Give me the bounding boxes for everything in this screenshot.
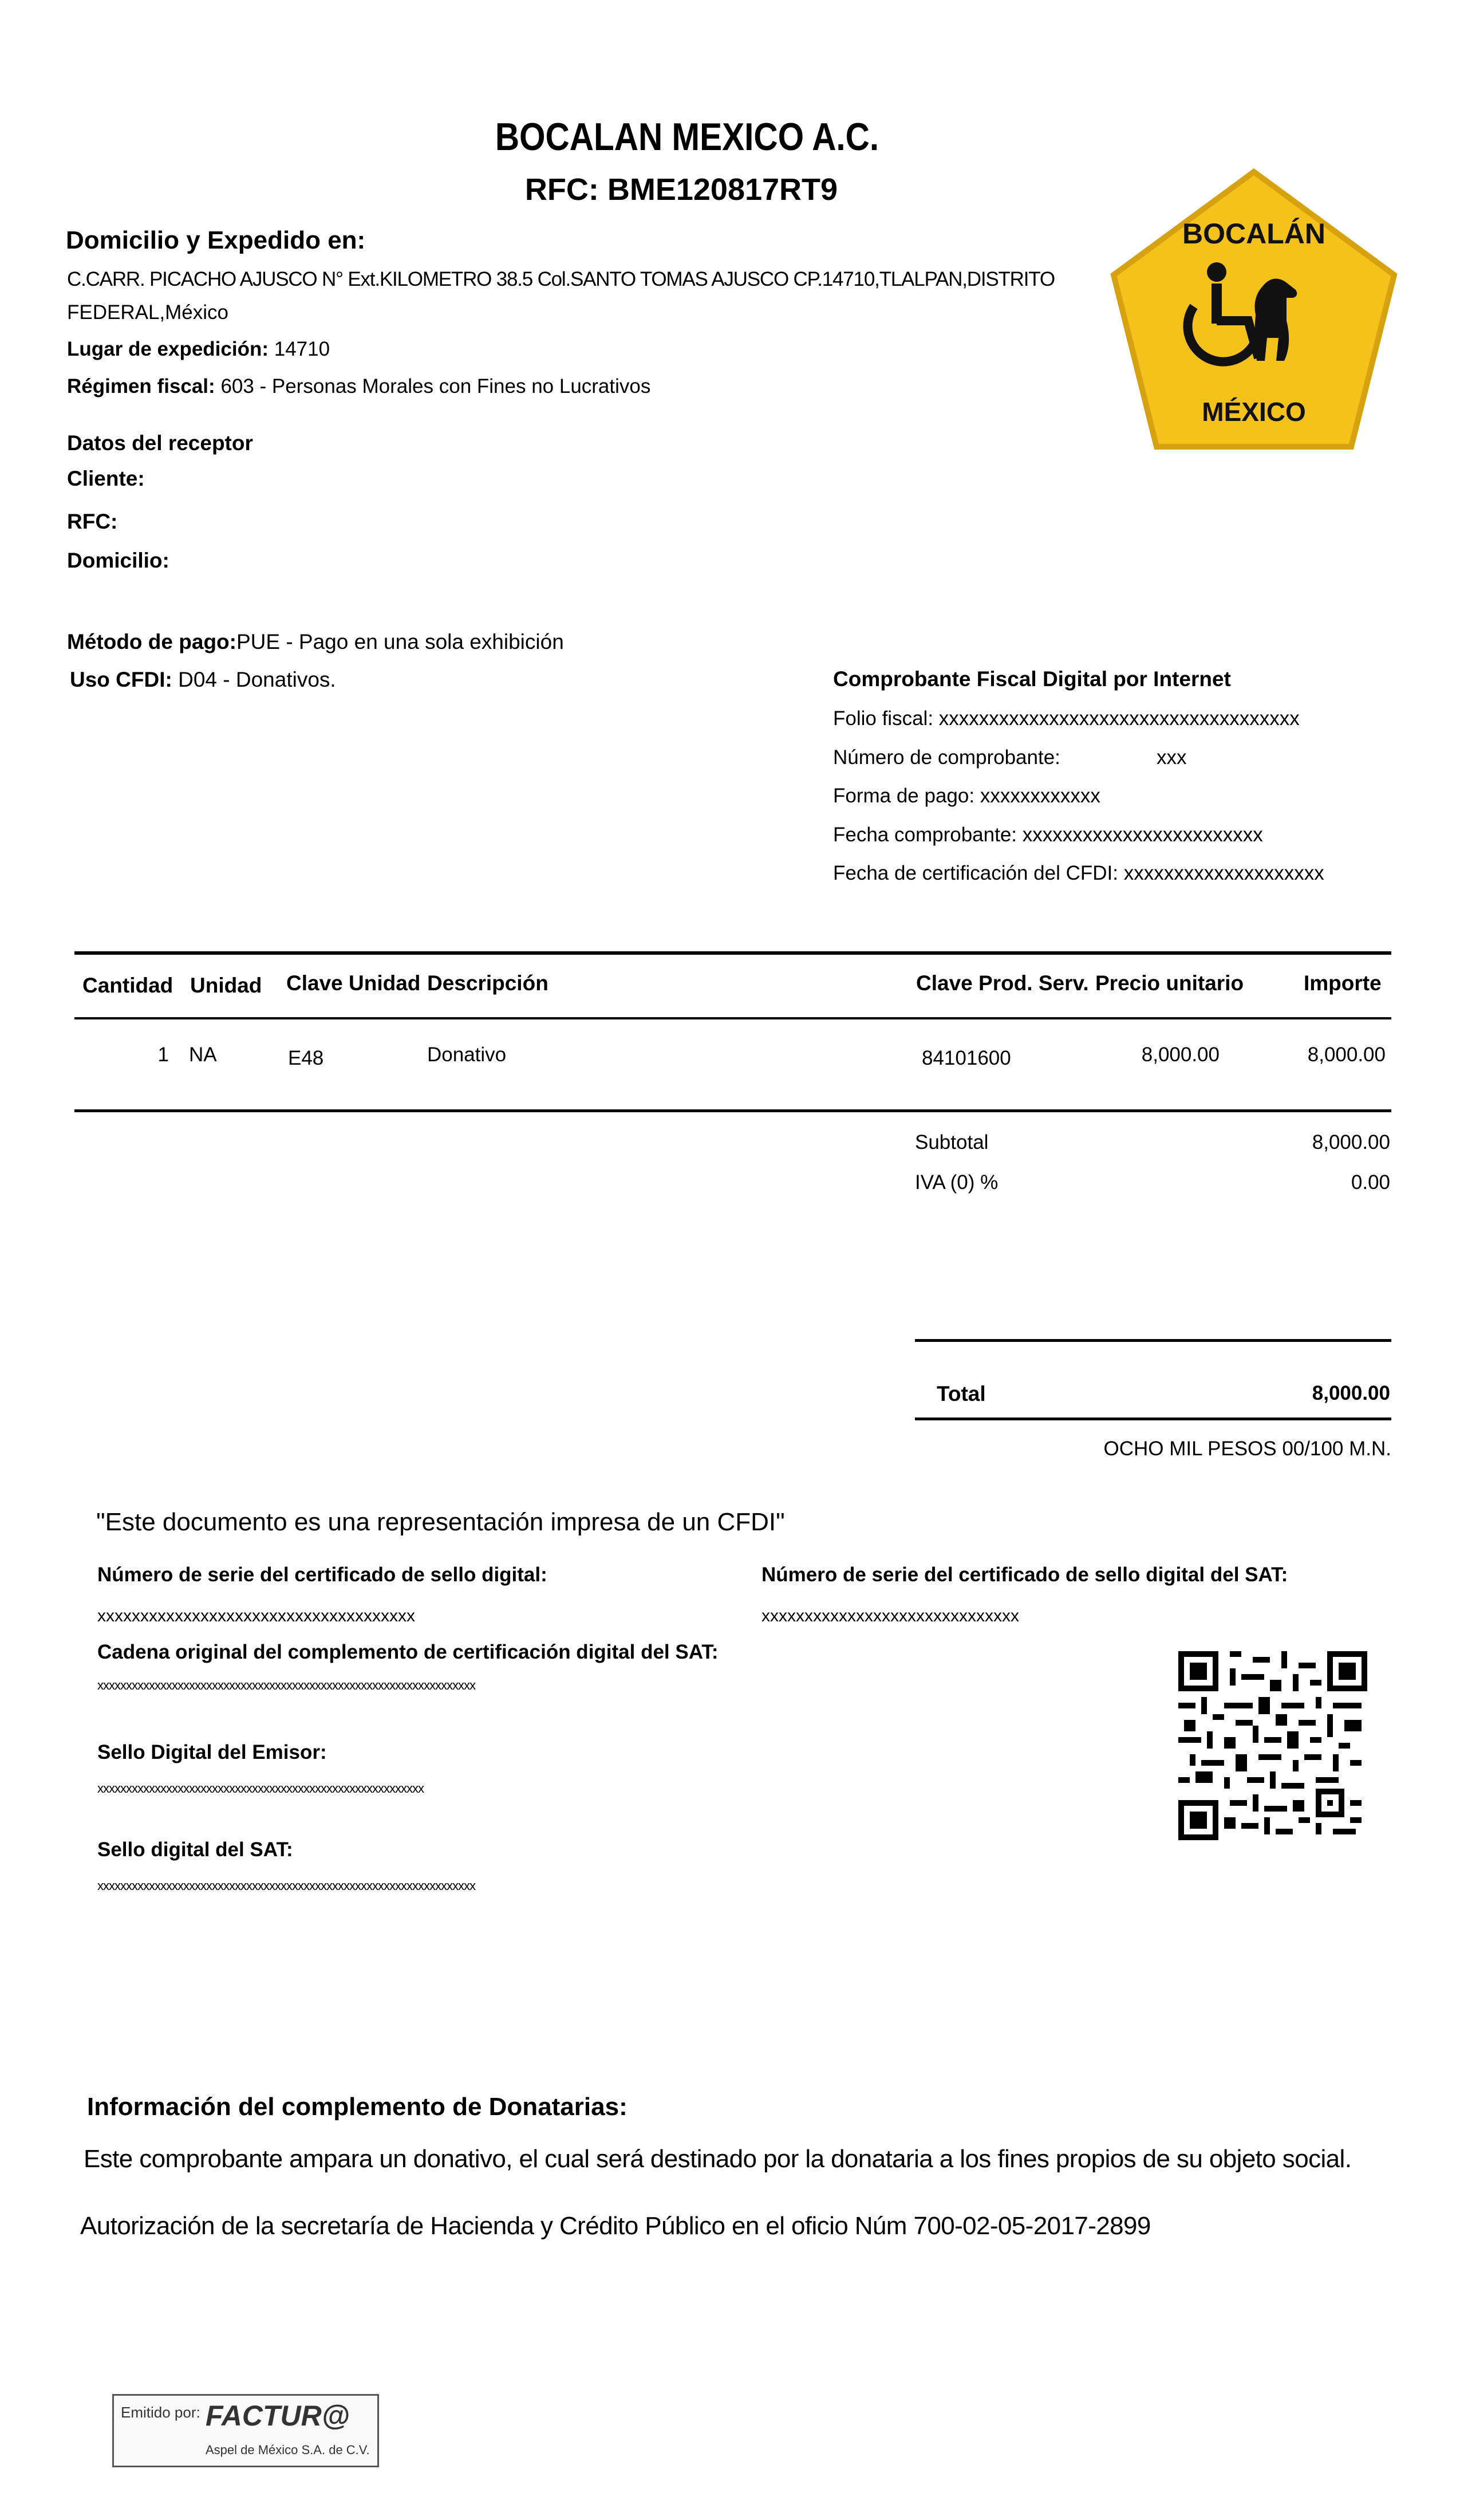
- table-header-rule: [74, 1017, 1391, 1019]
- uso-cfdi: [70, 668, 336, 692]
- fecha-label: Fecha comprobante:: [833, 824, 1017, 846]
- folio-value: xxxxxxxxxxxxxxxxxxxxxxxxxxxxxxxxxxxx: [938, 707, 1300, 730]
- cell-precio: 8,000.00: [1141, 1044, 1220, 1066]
- col-precio: Precio unitario: [1095, 971, 1244, 995]
- cfdi-heading: Comprobante Fiscal Digital por Internet: [833, 667, 1231, 691]
- folio-fiscal: [833, 707, 1300, 730]
- company-name: BOCALAN MEXICO A.C.: [495, 115, 879, 159]
- fecha-certificacion: [833, 862, 1324, 885]
- cell-descripcion: Donativo: [427, 1044, 507, 1066]
- col-cantidad: Cantidad: [82, 974, 173, 997]
- table-bottom-rule: [74, 1109, 1391, 1112]
- total-in-words: OCHO MIL PESOS 00/100 M.N.: [1103, 1438, 1391, 1460]
- emitido-label: Emitido por:: [121, 2404, 200, 2421]
- uso-label: Uso CFDI:: [70, 668, 172, 691]
- table-top-rule: [74, 951, 1391, 955]
- subtotal-value: 8,000.00: [1312, 1131, 1390, 1153]
- bocalan-logo: [1105, 166, 1403, 458]
- serie-sat-label: Número de serie del certificado de sello digital del SAT:: [761, 1564, 1288, 1586]
- total-value: 8,000.00: [1312, 1382, 1390, 1404]
- forma-value: xxxxxxxxxxxx: [980, 785, 1100, 807]
- total-label: Total: [937, 1382, 986, 1405]
- regimen-label: Régimen fiscal:: [67, 375, 215, 397]
- donatarias-heading: Información del complemento de Donatarias:: [87, 2093, 628, 2121]
- col-descripcion: Descripción: [427, 971, 549, 995]
- facture-badge: [112, 2394, 379, 2467]
- metodo-label: Método de pago:: [67, 630, 236, 653]
- cliente-label: Cliente:: [67, 467, 145, 490]
- company-rfc: RFC: BME120817RT9: [524, 172, 838, 207]
- numero-comprobante-value: xxx: [1157, 746, 1187, 769]
- total-bottom-rule: [915, 1418, 1391, 1420]
- serie-value: xxxxxxxxxxxxxxxxxxxxxxxxxxxxxxxxxxxxx: [97, 1606, 415, 1625]
- logo-top-text: BOCALÁN: [1182, 218, 1325, 250]
- metodo-value: PUE - Pago en una sola exhibición: [236, 630, 564, 653]
- regimen-fiscal: [67, 375, 650, 398]
- cfdi-representation: "Este documento es una representación impresa de un CFDI": [96, 1508, 785, 1536]
- donatarias-line1: Este comprobante ampara un donativo, el cual será destinado por la donataria a los fines propios de su objeto social.: [84, 2145, 1352, 2173]
- sello-emisor-label: Sello Digital del Emisor:: [97, 1741, 327, 1763]
- domicilio-label: Domicilio:: [67, 549, 169, 572]
- cadena-label: Cadena original del complemento de certificación digital del SAT:: [97, 1641, 719, 1663]
- numero-comprobante-label: Número de comprobante:: [833, 746, 1060, 769]
- donatarias-line2: Autorización de la secretaría de Hacienda y Crédito Público en el oficio Núm 700-02-05-2017-2899: [80, 2212, 1151, 2240]
- cell-clave-unidad: E48: [288, 1047, 324, 1069]
- issuer-heading: Domicilio y Expedido en:: [66, 226, 366, 254]
- regimen-value: 603 - Personas Morales con Fines no Lucrativos: [220, 375, 651, 397]
- lugar-expedicion: [67, 338, 330, 361]
- receptor-rfc-label: RFC:: [67, 510, 118, 533]
- facture-sub: Aspel de México S.A. de C.V.: [206, 2443, 370, 2457]
- lugar-value: 14710: [274, 338, 330, 360]
- cert-value: xxxxxxxxxxxxxxxxxxxx: [1123, 862, 1324, 884]
- uso-value: D04 - Donativos.: [178, 668, 336, 691]
- col-importe: Importe: [1304, 971, 1382, 995]
- cell-importe: 8,000.00: [1307, 1044, 1386, 1066]
- sello-sat-value: xxxxxxxxxxxxxxxxxxxxxxxxxxxxxxxxxxxxxxxxxxxxxxxxxxxxxxxxxxxxxxxxxx: [97, 1879, 475, 1893]
- issuer-address-line1: C.CARR. PICACHO AJUSCO N° Ext.KILOMETRO 38.5 Col.SANTO TOMAS AJUSCO CP.14710,TLALPAN,DISTRITO: [67, 268, 1055, 290]
- iva-label: IVA (0) %: [915, 1171, 999, 1194]
- metodo-pago: [67, 630, 564, 654]
- col-clave-prod: Clave Prod. Serv.: [916, 971, 1089, 995]
- serie-sat-value: xxxxxxxxxxxxxxxxxxxxxxxxxxxxxx: [761, 1606, 1019, 1625]
- col-clave-unidad: Clave Unidad: [286, 971, 421, 995]
- lugar-label: Lugar de expedición:: [67, 338, 269, 360]
- folio-label: Folio fiscal:: [833, 707, 934, 730]
- cadena-value: xxxxxxxxxxxxxxxxxxxxxxxxxxxxxxxxxxxxxxxxxxxxxxxxxxxxxxxxxxxxxxxxxx: [97, 1678, 475, 1692]
- forma-label: Forma de pago:: [833, 785, 975, 807]
- total-top-rule: [915, 1339, 1391, 1342]
- receptor-heading: Datos del receptor: [67, 431, 253, 455]
- cert-label: Fecha de certificación del CFDI:: [833, 862, 1118, 884]
- sello-emisor-value: xxxxxxxxxxxxxxxxxxxxxxxxxxxxxxxxxxxxxxxxxxxxxxxxxxxxxxxxx: [97, 1781, 424, 1796]
- logo-bottom-text: MÉXICO: [1202, 397, 1306, 427]
- cell-clave-prod: 84101600: [922, 1047, 1011, 1069]
- fecha-value: xxxxxxxxxxxxxxxxxxxxxxxx: [1022, 824, 1263, 846]
- col-unidad: Unidad: [190, 974, 262, 997]
- forma-pago: [833, 785, 1100, 808]
- issuer-address-line2: FEDERAL,México: [67, 301, 229, 324]
- sello-sat-label: Sello digital del SAT:: [97, 1838, 293, 1861]
- serie-label: Número de serie del certificado de sello digital:: [97, 1564, 547, 1586]
- cell-cantidad: 1: [157, 1044, 169, 1066]
- qr-code: [1178, 1651, 1367, 1840]
- facture-brand: FACTUR@: [206, 2400, 350, 2432]
- iva-value: 0.00: [1351, 1171, 1390, 1194]
- fecha-comprobante: [833, 824, 1263, 846]
- cell-unidad: NA: [189, 1044, 217, 1066]
- subtotal-label: Subtotal: [915, 1131, 989, 1153]
